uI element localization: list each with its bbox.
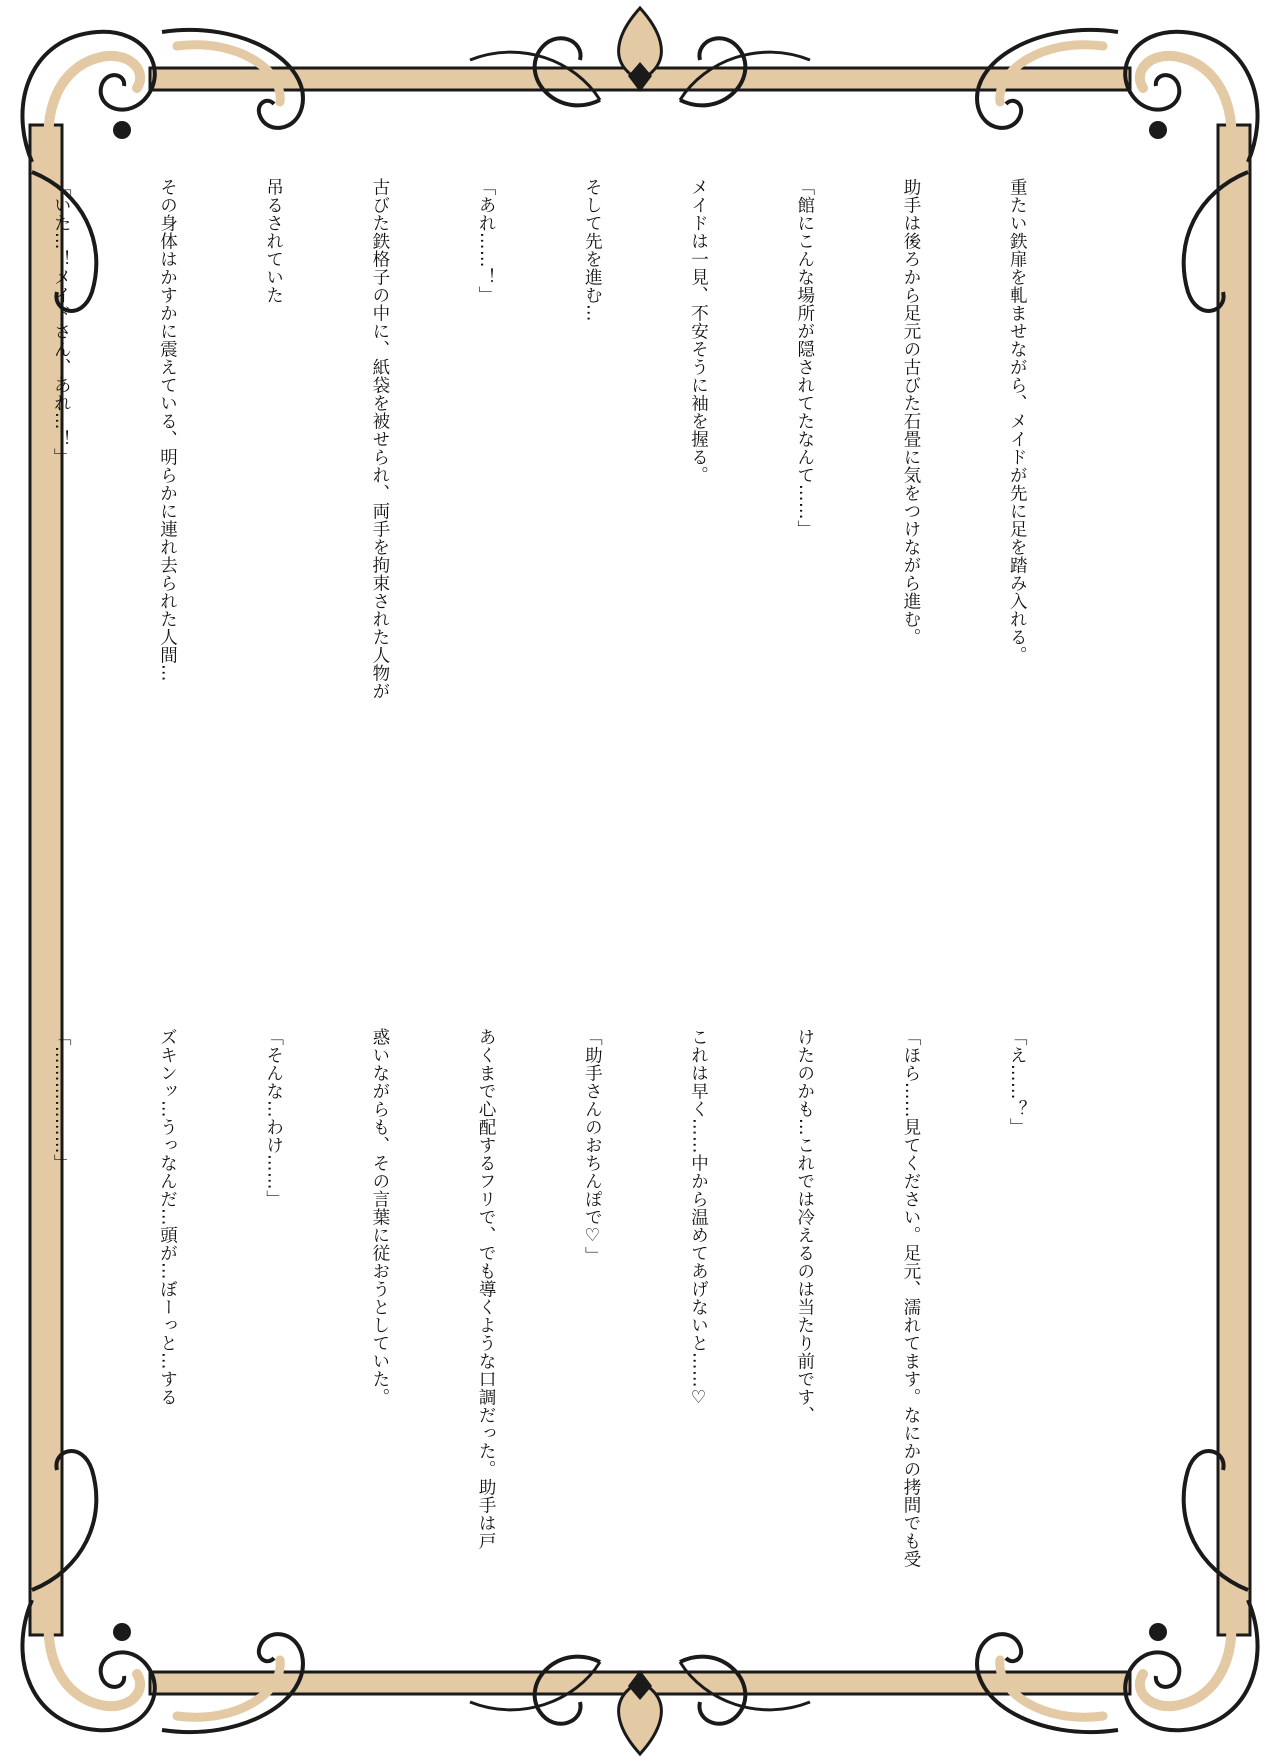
text-line: 「………………」 (51, 1028, 72, 1172)
text-line: そして先を進む… (582, 178, 603, 322)
text-line: 「助手さんのおちんぽで♡」 (582, 1028, 603, 1265)
text-line: 重たい鉄扉を軋ませながら、メイドが先に足を踏み入れる。 (1007, 178, 1028, 664)
text-line: 「いた…！メイドさん、あれ…！」 (51, 178, 72, 466)
text-line: 吊るされていた (263, 178, 284, 304)
text-line: ズキンッ…うっなんだ…頭が…ぼーっと…する (157, 1028, 178, 1406)
text-line: これは早く……中から温めてあげないと……♡ (688, 1028, 709, 1409)
text-line: 「館にこんな場所が隠されてたなんて……」 (794, 178, 815, 538)
text-line: 古びた鉄格子の中に、紙袋を被せられ、両手を拘束された人物が (369, 178, 390, 700)
text-line: 「そんな…わけ……」 (263, 1028, 284, 1208)
text-line: 助手は後ろから足元の古びた石畳に気をつけながら進む。 (900, 178, 921, 646)
text-line: 惑いながらも、その言葉に従おうとしていた。 (369, 1028, 390, 1406)
story-text-part-1 (0, 178, 1105, 978)
text-line: あくまで心配するフリで、でも導くような口調だった。助手は戸 (476, 1028, 497, 1550)
text-line: 「え……？」 (1007, 1028, 1028, 1136)
text-line: その身体はかすかに震えている、明らかに連れ去られた人間… (157, 178, 178, 682)
text-line: 「ほら……見てください。足元、濡れてます。なにかの拷問でも受 (900, 1028, 921, 1568)
text-line: 「あれ……！」 (476, 178, 497, 304)
text-line: けたのかも…これでは冷えるのは当たり前です、 (794, 1028, 815, 1424)
story-text-part-2 (0, 1028, 1105, 1588)
text-line: メイドは一見、不安そうに袖を握る。 (688, 178, 709, 484)
